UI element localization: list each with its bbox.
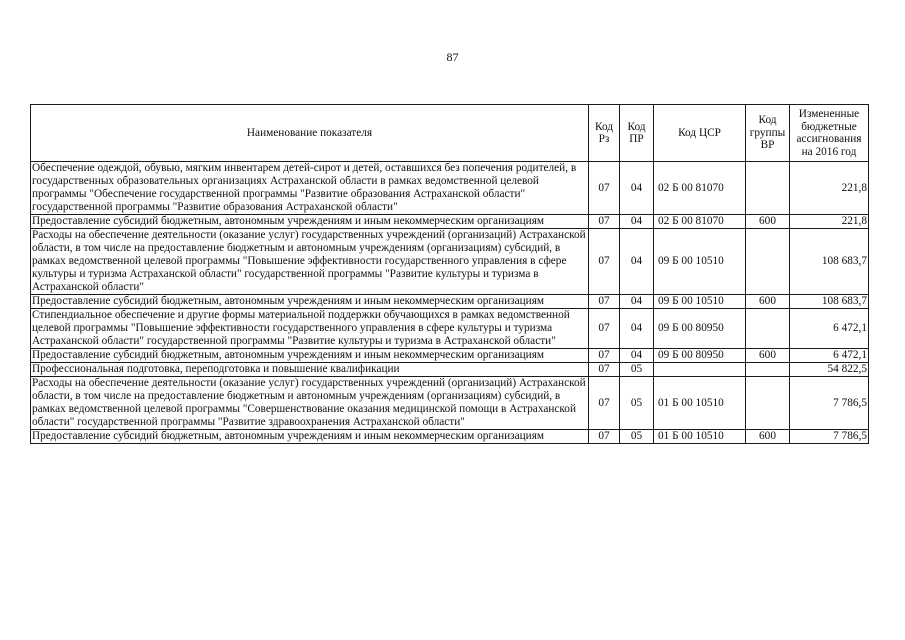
row-csr: 09 Б 00 10510 bbox=[654, 295, 746, 309]
table-row bbox=[31, 162, 869, 215]
row-amount: 7 786,5 bbox=[790, 430, 869, 444]
row-vr: 600 bbox=[746, 215, 790, 229]
header-amount: Измененные бюджетные ассигнования на 2016 год bbox=[790, 105, 869, 162]
table-row bbox=[31, 363, 869, 377]
row-name: Профессиональная подготовка, переподготовка и повышение квалификации bbox=[31, 363, 589, 377]
table-row bbox=[31, 229, 869, 295]
budget-allocations-table bbox=[30, 104, 869, 444]
header-csr: Код ЦСР bbox=[654, 105, 746, 162]
header-rz: Код Рз bbox=[589, 105, 620, 162]
row-rz: 07 bbox=[589, 162, 620, 215]
row-name: Предоставление субсидий бюджетным, автономным учреждениям и иным некоммерческим организациям bbox=[31, 295, 589, 309]
row-rz: 07 bbox=[589, 295, 620, 309]
row-amount: 221,8 bbox=[790, 215, 869, 229]
row-vr bbox=[746, 377, 790, 430]
row-amount: 54 822,5 bbox=[790, 363, 869, 377]
row-amount: 6 472,1 bbox=[790, 309, 869, 349]
row-rz: 07 bbox=[589, 215, 620, 229]
row-pr: 04 bbox=[620, 309, 654, 349]
row-name: Обеспечение одеждой, обувью, мягким инвентарем детей-сирот и детей, оставшихся без попечения родителей, в государственных образовательных организациях Астраханской области в рамках ведомственной целевой программы "Обеспечение государственной программы "Развитие образования Астраханской области" государственной программы "Развитие образования Астраханской области" bbox=[31, 162, 589, 215]
table-header-row bbox=[31, 105, 869, 162]
row-vr: 600 bbox=[746, 349, 790, 363]
row-name: Предоставление субсидий бюджетным, автономным учреждениям и иным некоммерческим организациям bbox=[31, 215, 589, 229]
row-rz: 07 bbox=[589, 309, 620, 349]
row-vr bbox=[746, 309, 790, 349]
row-csr: 09 Б 00 80950 bbox=[654, 349, 746, 363]
row-vr bbox=[746, 162, 790, 215]
table-row bbox=[31, 215, 869, 229]
table-row bbox=[31, 430, 869, 444]
row-csr: 01 Б 00 10510 bbox=[654, 430, 746, 444]
row-csr: 01 Б 00 10510 bbox=[654, 377, 746, 430]
row-rz: 07 bbox=[589, 363, 620, 377]
table-row bbox=[31, 377, 869, 430]
row-name: Расходы на обеспечение деятельности (оказание услуг) государственных учреждений (организаций) Астраханской области, в том числе на предоставление бюджетным и автономным учреждениям (организациям) субсидий, в рамках ведомственной целевой программы "Повышение эффективности государственного управления в сфере культуры и туризма Астраханской области" государственной программы "Развитие культуры и туризма в Астраханской области" bbox=[31, 229, 589, 295]
row-name: Расходы на обеспечение деятельности (оказание услуг) государственных учреждений (организаций) Астраханской области, в том числе на предоставление бюджетным и автономным учреждениям (организациям) субсидий, в рамках ведомственной целевой программы "Совершенствование оказания медицинской помощи в Астраханской области" государственной программы "Развитие здравоохранения Астраханской области" bbox=[31, 377, 589, 430]
row-amount: 108 683,7 bbox=[790, 295, 869, 309]
row-name: Предоставление субсидий бюджетным, автономным учреждениям и иным некоммерческим организациям bbox=[31, 430, 589, 444]
row-pr: 04 bbox=[620, 295, 654, 309]
row-vr bbox=[746, 363, 790, 377]
row-amount: 221,8 bbox=[790, 162, 869, 215]
table-row bbox=[31, 309, 869, 349]
row-pr: 04 bbox=[620, 349, 654, 363]
row-name: Предоставление субсидий бюджетным, автономным учреждениям и иным некоммерческим организациям bbox=[31, 349, 589, 363]
row-amount: 7 786,5 bbox=[790, 377, 869, 430]
table-row bbox=[31, 295, 869, 309]
row-vr: 600 bbox=[746, 295, 790, 309]
row-csr: 02 Б 00 81070 bbox=[654, 215, 746, 229]
row-pr: 05 bbox=[620, 430, 654, 444]
row-csr: 09 Б 00 10510 bbox=[654, 229, 746, 295]
row-amount: 108 683,7 bbox=[790, 229, 869, 295]
row-name: Стипендиальное обеспечение и другие формы материальной поддержки обучающихся в рамках ведомственной целевой программы "Повышение эффективности государственного управления в сфере культуры и туризма Астраханской области" государственной программы "Развитие культуры и туризма в Астраханской области" bbox=[31, 309, 589, 349]
row-vr bbox=[746, 229, 790, 295]
row-rz: 07 bbox=[589, 349, 620, 363]
row-rz: 07 bbox=[589, 377, 620, 430]
header-name: Наименование показателя bbox=[31, 105, 589, 162]
table-row bbox=[31, 349, 869, 363]
row-amount: 6 472,1 bbox=[790, 349, 869, 363]
row-vr: 600 bbox=[746, 430, 790, 444]
row-csr: 02 Б 00 81070 bbox=[654, 162, 746, 215]
row-csr: 09 Б 00 80950 bbox=[654, 309, 746, 349]
row-pr: 05 bbox=[620, 377, 654, 430]
page-number: 87 bbox=[446, 50, 459, 64]
row-pr: 04 bbox=[620, 229, 654, 295]
row-rz: 07 bbox=[589, 430, 620, 444]
row-rz: 07 bbox=[589, 229, 620, 295]
header-vr: Код группы ВР bbox=[746, 105, 790, 162]
row-pr: 04 bbox=[620, 162, 654, 215]
header-pr: Код ПР bbox=[620, 105, 654, 162]
row-csr bbox=[654, 363, 746, 377]
row-pr: 04 bbox=[620, 215, 654, 229]
row-pr: 05 bbox=[620, 363, 654, 377]
